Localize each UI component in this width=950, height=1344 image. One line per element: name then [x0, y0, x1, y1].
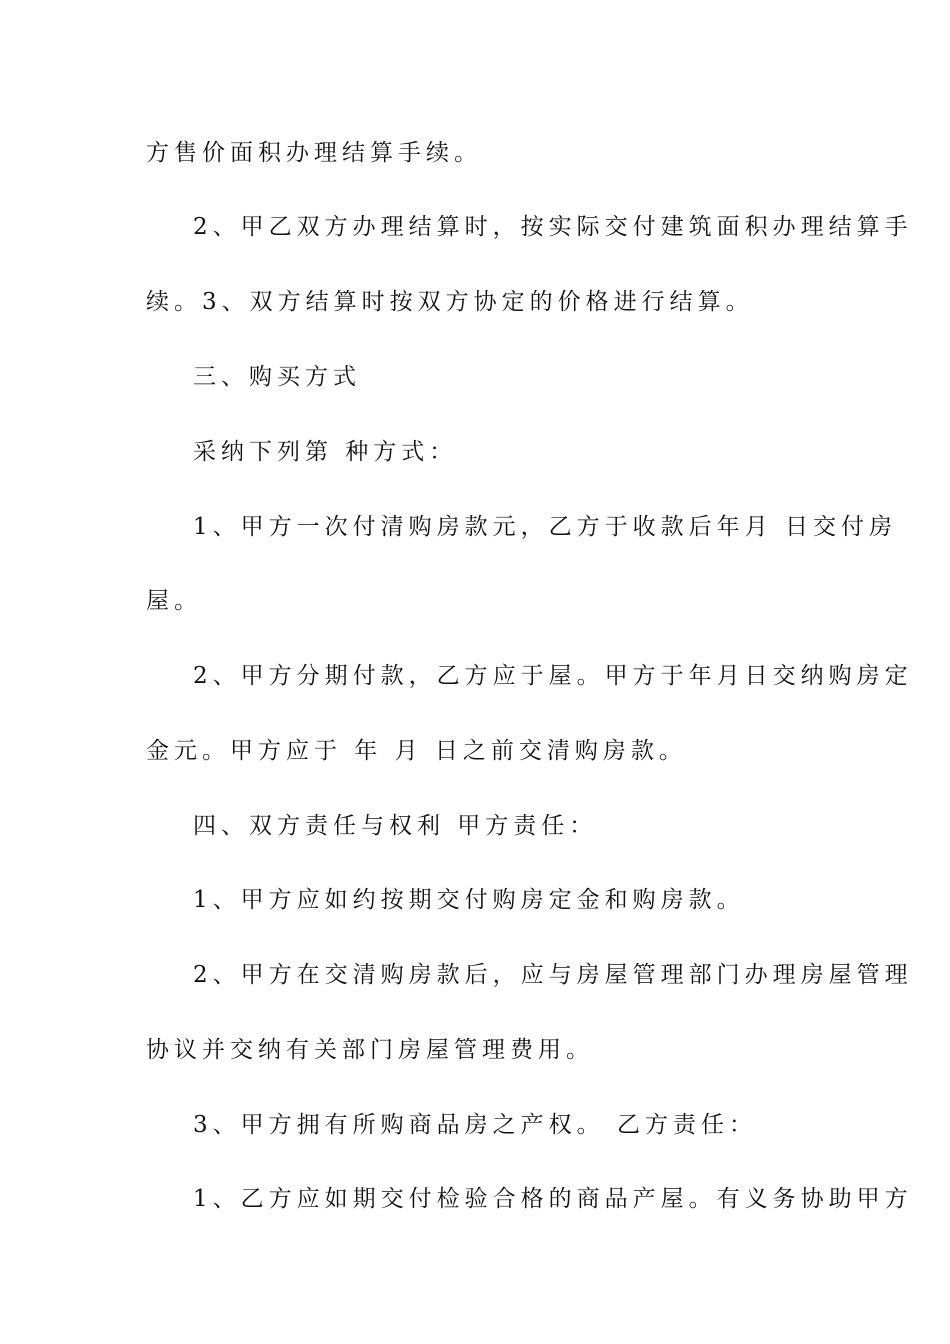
text-line: 2、甲乙双方办理结算时，按实际交付建筑面积办理结算手 [193, 214, 913, 240]
text-line: 屋。 [146, 588, 202, 614]
section-heading: 四、双方责任与权利 甲方责任： [193, 813, 598, 839]
text-line: 1、甲方应如约按期交付购房定金和购房款。 [193, 887, 745, 913]
section-heading: 三、购买方式 [193, 364, 361, 390]
text-line: 1、乙方应如期交付检验合格的商品产屋。有义务协助甲方 [193, 1186, 913, 1212]
text-line: 3、甲方拥有所购商品房之产权。 乙方责任： [193, 1112, 757, 1138]
text-line: 1、甲方一次付清购房款元，乙方于收款后年月 日交付房 [193, 514, 897, 540]
text-line: 协议并交纳有关部门房屋管理费用。 [146, 1037, 594, 1063]
text-line: 采纳下列第 种方式： [193, 439, 458, 465]
text-line: 金元。甲方应于 年 月 日之前交清购房款。 [146, 738, 687, 764]
text-line: 方售价面积办理结算手续。 [146, 140, 482, 166]
text-line: 续。3、双方结算时按双方协定的价格进行结算。 [146, 289, 754, 315]
text-line: 2、甲方在交清购房款后，应与房屋管理部门办理房屋管理 [193, 962, 913, 988]
text-line: 2、甲方分期付款，乙方应于屋。甲方于年月日交纳购房定 [193, 663, 913, 689]
